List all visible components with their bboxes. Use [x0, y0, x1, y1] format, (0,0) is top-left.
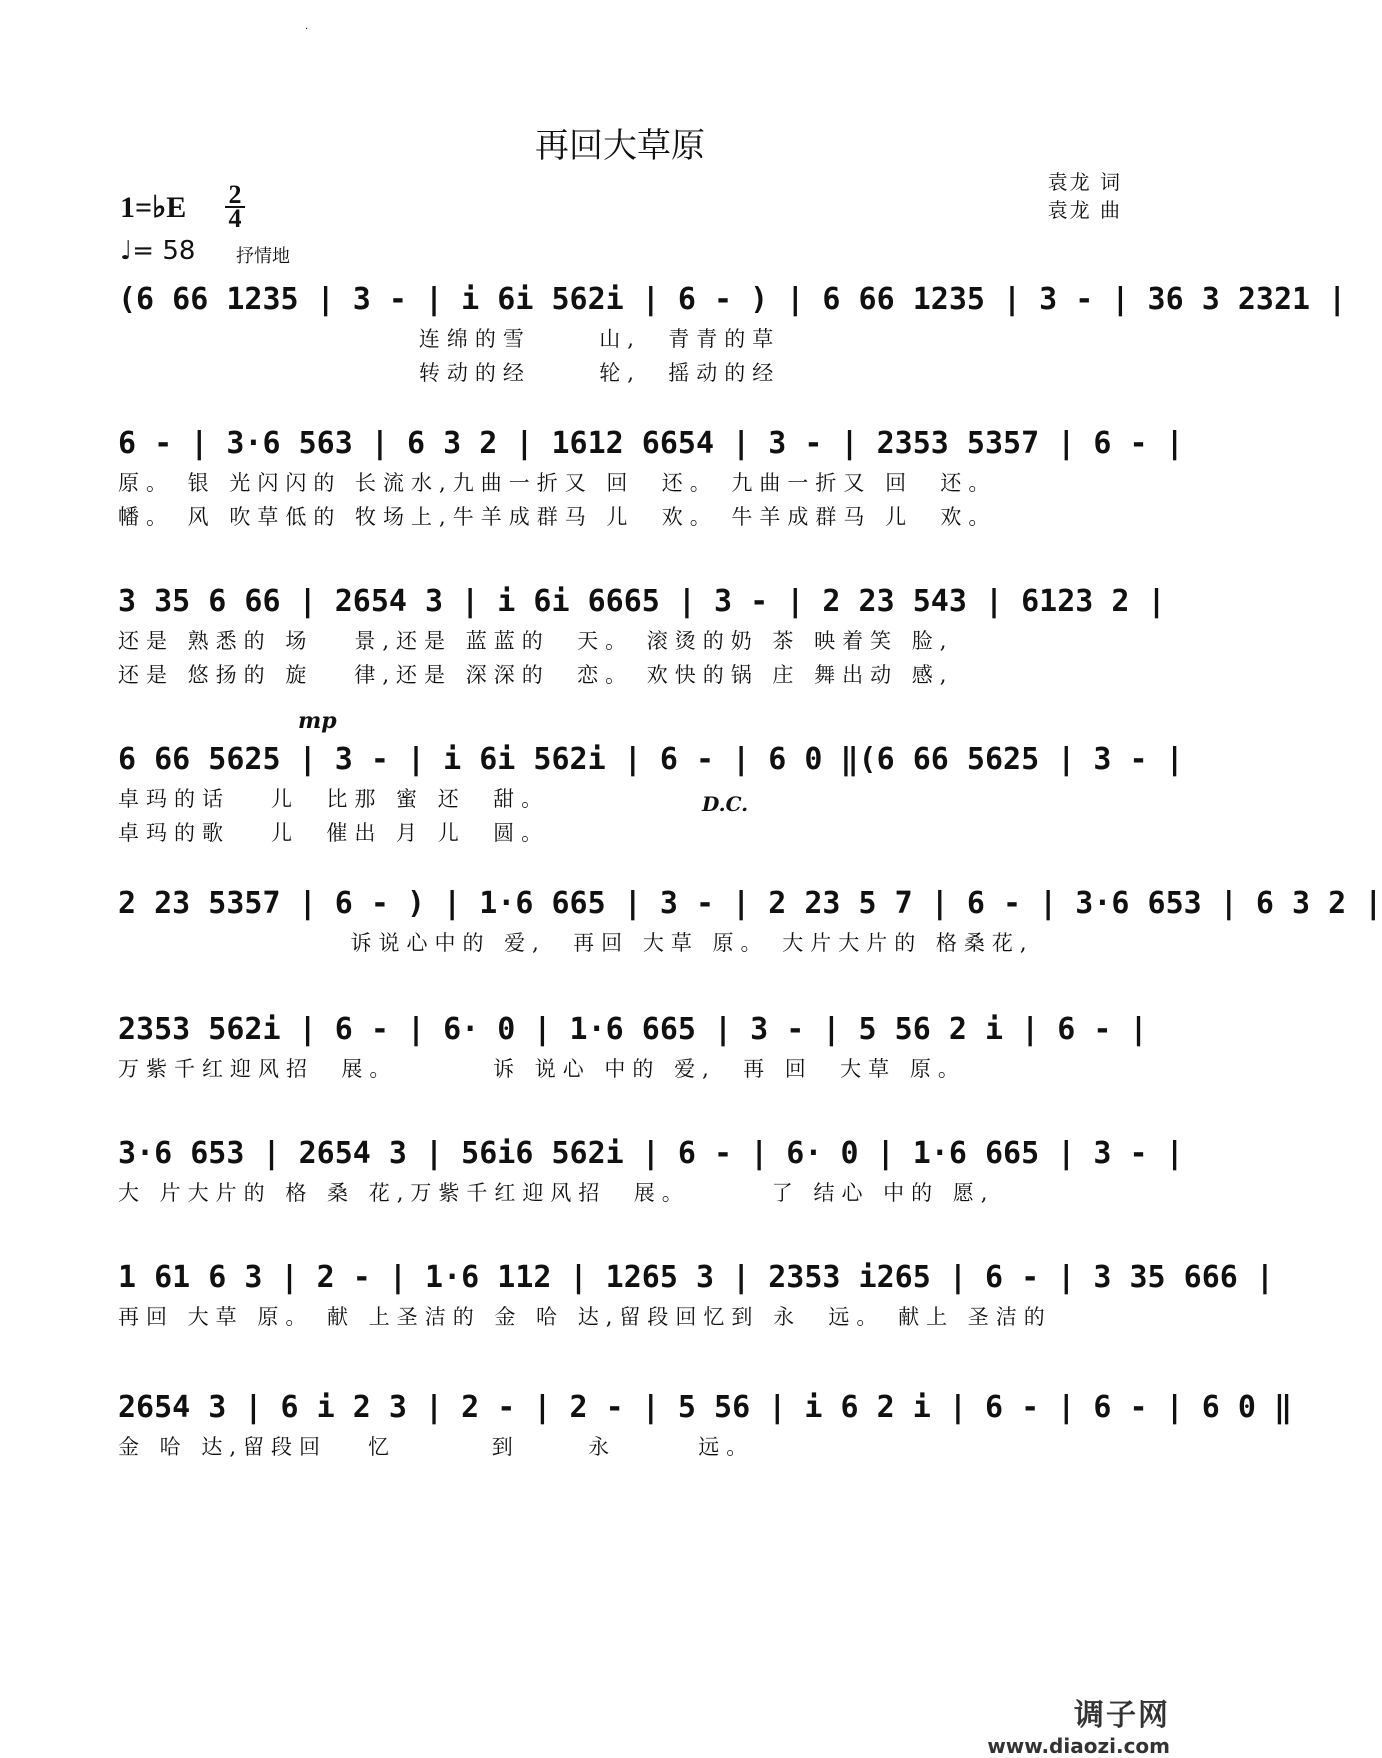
lyric-verse-1: 金 哈 达,留段回 忆 到 永 远。 [118, 1435, 755, 1459]
notation-line: (6 66 1235 | 3 - | i 6i 562i | 6 - ) | 6 66 1235 | 3 - | 36 3 2321 | [118, 281, 1347, 317]
lyric-verse-1: 原。 银 光闪闪的 长流水,九曲一折又 回 还。 九曲一折又 回 还。 [118, 471, 997, 495]
lyric-verse-1: 连绵的雪 山, 青青的草 [118, 327, 781, 351]
notation-line: 3 35 6 66 | 2654 3 | i 6i 6665 | 3 - | 2 23 543 | 6123 2 | [118, 583, 1166, 619]
score-system-4 [118, 736, 1184, 850]
score-system-6 [118, 1006, 1148, 1086]
score-system-1 [118, 276, 1347, 390]
time-signature-top: 2 [228, 180, 242, 209]
lyric-verse-2: 还是 悠扬的 旋 律,还是 深深的 恋。 欢快的锅 庄 舞出动 感, [118, 663, 954, 687]
lyric-verse-1: 万紫千红迎风招 展。 诉 说心 中的 爱, 再 回 大草 原。 [118, 1057, 966, 1081]
score-system-5 [118, 880, 1382, 960]
time-signature [225, 180, 245, 233]
lyric-verse-2: 卓玛的歌 儿 催出 月 儿 圆。 [118, 821, 550, 845]
composer-credit: 袁龙 曲 [1047, 198, 1122, 222]
dynamic-mp: mp [298, 708, 337, 734]
notation-line: 1 61 6 3 | 2 - | 1·6 112 | 1265 3 | 2353 i265 | 6 - | 3 35 666 | [118, 1259, 1274, 1295]
notation-line: 2654 3 | 6 i 2 3 | 2 - | 2 - | 5 56 | i 6 2 i | 6 - | 6 - | 6 0 ‖ [118, 1389, 1292, 1425]
dc-marking: D.C. [702, 792, 749, 816]
notation-line: 2353 562i | 6 - | 6· 0 | 1·6 665 | 3 - | 5 56 2 i | 6 - | [118, 1011, 1148, 1047]
lyricist-credit: 袁龙 词 [1047, 170, 1122, 194]
watermark-url: www.diaozi.com [987, 1734, 1170, 1758]
tempo-marking: ♩= 58 [120, 236, 196, 266]
key-signature: 1=♭E [120, 191, 187, 224]
score-system-7 [118, 1130, 1184, 1210]
notation-line: 3·6 653 | 2654 3 | 56i6 562i | 6 - | 6· 0 | 1·6 665 | 3 - | [118, 1135, 1184, 1171]
lyric-verse-2: 幡。 风 吹草低的 牧场上,牛羊成群马 儿 欢。 牛羊成群马 儿 欢。 [118, 505, 997, 529]
song-title: 再回大草原 [535, 126, 705, 166]
expression-marking: 抒情地 [236, 246, 290, 267]
lyric-verse-1: 诉说心中的 爱, 再回 大草 原。 大片大片的 格桑花, [118, 931, 1034, 955]
score-system-9 [118, 1384, 1292, 1464]
notation-line: 6 - | 3·6 563 | 6 3 2 | 1612 6654 | 3 - | 2353 5357 | 6 - | [118, 425, 1184, 461]
lyric-verse-1: 还是 熟悉的 场 景,还是 蓝蓝的 天。 滚烫的奶 茶 映着笑 脸, [118, 629, 954, 653]
stray-dot: · [305, 24, 309, 35]
time-signature-bottom: 4 [228, 204, 242, 233]
notation-line: 2 23 5357 | 6 - ) | 1·6 665 | 3 - | 2 23 5 7 | 6 - | 3·6 653 | 6 3 2 | [118, 885, 1382, 921]
lyric-verse-1: 大 片大片的 格 桑 花,万紫千红迎风招 展。 了 结心 中的 愿, [118, 1181, 995, 1205]
watermark-name: 调子网 [1074, 1698, 1170, 1733]
score-system-3 [118, 578, 1166, 692]
lyric-verse-1: 卓玛的话 儿 比那 蜜 还 甜。 [118, 787, 550, 811]
notation-line: 6 66 5625 | 3 - | i 6i 562i | 6 - | 6 0 ‖(6 66 5625 | 3 - | [118, 741, 1184, 777]
lyric-verse-2: 转动的经 轮, 摇动的经 [118, 361, 781, 385]
lyric-verse-1: 再回 大草 原。 献 上圣洁的 金 哈 达,留段回忆到 永 远。 献上 圣洁的 [118, 1305, 1052, 1329]
site-watermark [987, 1690, 1170, 1758]
score-system-8 [118, 1254, 1274, 1334]
score-system-2 [118, 420, 1184, 534]
